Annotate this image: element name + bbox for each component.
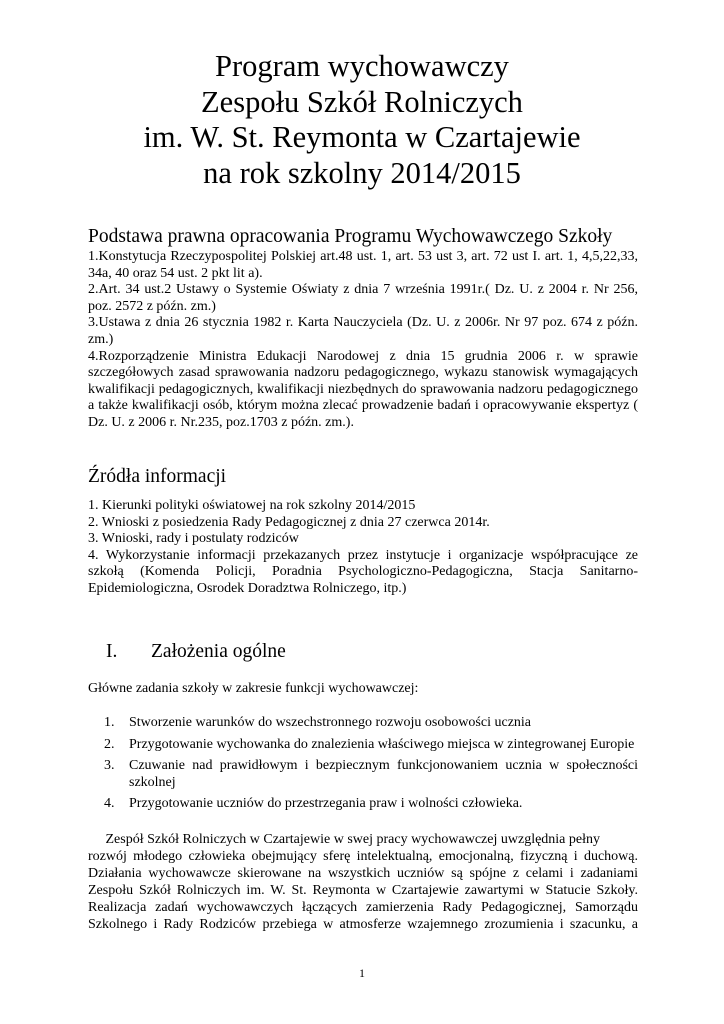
sources-item: 4. Wykorzystanie informacji przekazanych przez instytucje i organizacje współpracujące ze szkołą (Komenda Policji, Poradnia Psychologiczno-Pedagogiczna, Stacja Sanitarno-Epidemiologiczna, Osrodek Doradztwa Rolniczego, itp.)	[88, 547, 638, 596]
list-item: 2. Przygotowanie wychowanka do znalezienia właściwego miejsca w zintegrowanej Europie	[104, 736, 635, 752]
sources-list	[88, 498, 638, 598]
body-line: Realizacja zadań wychowawczych łączących zamierzenia Rady Pedagogicznej, Samorządu	[88, 899, 638, 915]
page-number: 1	[359, 966, 365, 980]
body-line: rozwój młodego człowieka obejmujący sferę intelektualną, emocjonalną, fizyczną i duchową.	[88, 848, 638, 864]
legal-basis-item: 1.Konstytucja Rzeczypospolitej Polskiej art.48 ust. 1, art. 53 ust 3, art. 72 ust I. art. 1, 4,5,22,33, 34a, 40 oraz 54 ust. 2 pkt lit a).	[88, 249, 638, 281]
body-line: Zespół Szkół Rolniczych w Czartajewie w swej pracy wychowawczej uwzględnia pełny	[88, 832, 600, 847]
body-line: Działania wychowawcze skierowane na wszystkich uczniów są spójne z celami i zadaniami	[88, 865, 638, 881]
legal-basis-item: 3.Ustawa z dnia 26 stycznia 1982 r. Karta Nauczyciela (Dz. U. z 2006r. Nr 97 poz. 674 z późn. zm.)	[88, 315, 638, 347]
list-item: 3. Czuwanie nad prawidłowym i bezpiecznym funkcjonowaniem ucznia w społeczności szkolnej	[104, 758, 638, 790]
title-line: Zespołu Szkół Rolniczych	[201, 84, 523, 119]
goals-list	[104, 715, 638, 818]
legal-basis-item: 2.Art. 34 ust.2 Ustawy o Systemie Oświaty z dnia 7 września 1991r.( Dz. U. z 2004 r. Nr 256, poz. 2572 z późn. zm.)	[88, 282, 638, 314]
legal-basis-heading: Podstawa prawna opracowania Programu Wychowawczego Szkoły	[88, 226, 613, 247]
sources-item: 1. Kierunki polityki oświatowej na rok szkolny 2014/2015	[88, 498, 416, 513]
title-line: im. W. St. Reymonta w Czartajewie	[143, 120, 581, 154]
list-item: 4. Przygotowanie uczniów do przestrzegania praw i wolności człowieka.	[104, 796, 523, 812]
body-paragraph	[88, 832, 638, 933]
list-item: 1. Stworzenie warunków do wszechstronnego rozwoju osobowości ucznia	[104, 715, 532, 730]
document-title	[80, 49, 644, 191]
sources-item: 3. Wnioski, rady i postulaty rodziców	[88, 531, 299, 547]
title-line: Program wychowawczy	[215, 49, 509, 83]
body-line: Szkolnego i Rady Rodziców przebiega w atmosferze wzajemnego zrozumienia i szacunku, a	[88, 916, 638, 932]
legal-basis-list	[88, 249, 638, 432]
title-line: na rok szkolny 2014/2015	[203, 155, 521, 190]
sources-item: 2. Wnioski z posiedzenia Rady Pedagogicznej z dnia 27 czerwca 2014r.	[88, 514, 490, 530]
section-intro: Główne zadania szkoły w zakresie funkcji wychowawczej:	[88, 681, 419, 696]
body-line: Zespołu Szkół Rolniczych im. W. St. Reymonta w Czartajewie zawartymi w Statucie Szkoły.	[88, 882, 638, 898]
legal-basis-item: 4.Rozporządzenie Ministra Edukacji Narodowej z dnia 15 grudnia 2006 r. w sprawie szczegółowych zasad sprawowania nadzoru pedagogicznego, wykazu stanowisk wymagających kwalifikacji pedagogicznych, kwalifikacji niezbędnych do sprawowania nadzoru pedagogicznego a także kwalifikacji osób, którym można zlecać prowadzenie badań i opracowywanie ekspertyz ( Dz. U. z 2006 r. Nr.235, poz.1703 z późn. zm.).	[88, 348, 638, 430]
section-heading: Założenia ogólne	[151, 641, 286, 662]
sources-heading: Źródła informacji	[88, 466, 227, 487]
section-number: I.	[106, 641, 118, 662]
